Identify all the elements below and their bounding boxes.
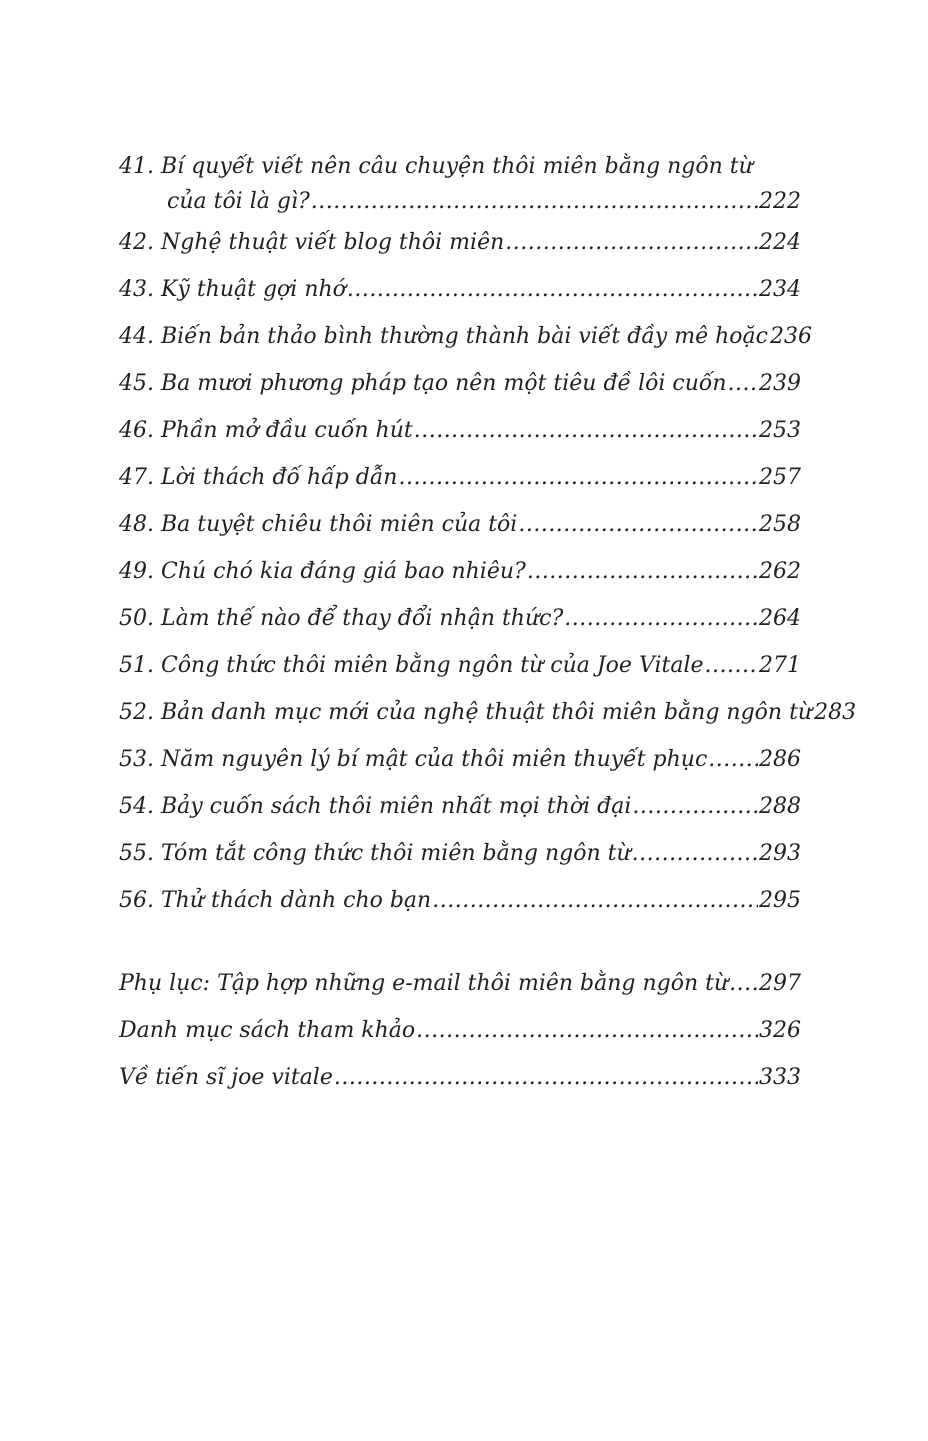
- toc-entry-55: [119, 830, 801, 877]
- toc-entry-page: 333: [759, 1065, 801, 1090]
- toc-entry-page: 257: [759, 465, 801, 490]
- toc-entry-50: [119, 595, 801, 642]
- toc-entry-47: [119, 454, 801, 501]
- toc-entry-52: [119, 689, 857, 736]
- toc-entry-41-line1: [119, 149, 801, 185]
- toc-entry-page: 262: [759, 559, 801, 584]
- toc-entry-page: 326: [759, 1018, 801, 1043]
- dot-leader: [632, 783, 758, 830]
- table-of-contents: [119, 149, 857, 1101]
- toc-entry-page: 286: [759, 747, 801, 772]
- toc-entry-page: 239: [759, 371, 801, 396]
- dot-leader: [518, 501, 758, 548]
- toc-entry-title: 43. Kỹ thuật gợi nhớ: [119, 277, 346, 302]
- dot-leader: [729, 960, 758, 1007]
- toc-entry-page: 258: [759, 512, 801, 537]
- toc-entry-page: 234: [759, 277, 801, 302]
- toc-entry-41: [119, 185, 801, 219]
- toc-entry-page: 271: [759, 653, 801, 678]
- toc-entry-page: 295: [759, 888, 801, 913]
- toc-entry-45: [119, 360, 801, 407]
- toc-entry-42: [119, 219, 801, 266]
- toc-entry-title: 45. Ba mươi phương pháp tạo nên một tiêu đề lôi cuốn: [119, 371, 727, 396]
- toc-entry-title: 50. Làm thế nào để thay đổi nhận thức?: [119, 606, 564, 631]
- toc-entry-page: 288: [759, 794, 801, 819]
- dot-leader: [728, 360, 758, 407]
- toc-entry-page: 293: [759, 841, 801, 866]
- section-spacer: [119, 924, 801, 960]
- toc-entry-references: [119, 1007, 801, 1054]
- toc-entry-title: Phụ lục: Tập hợp những e-mail thôi miên bằng ngôn từ: [119, 971, 729, 996]
- toc-entry-48: [119, 501, 801, 548]
- dot-leader: [632, 830, 758, 877]
- toc-entry-title: 46. Phần mở đầu cuốn hút: [119, 418, 413, 443]
- toc-entry-page: 253: [759, 418, 801, 443]
- dot-leader: [347, 266, 758, 313]
- toc-entry-page: 283: [814, 700, 857, 725]
- toc-entry-56: [119, 877, 801, 924]
- toc-entry-page: 264: [759, 606, 801, 631]
- dot-leader: [432, 877, 758, 924]
- toc-entry-title: 53. Năm nguyên lý bí mật của thôi miên thuyết phục: [119, 747, 708, 772]
- toc-entry-title: 47. Lời thách đố hấp dẫn: [119, 465, 398, 490]
- toc-entry-appendix: [119, 960, 801, 1007]
- toc-entry-title: 52. Bản danh mục mới của nghệ thuật thôi miên bằng ngôn từ: [119, 700, 813, 725]
- toc-entry-54: [119, 783, 801, 830]
- dot-leader: [416, 1007, 758, 1054]
- toc-entry-title: 48. Ba tuyệt chiêu thôi miên của tôi: [119, 512, 518, 537]
- toc-entry-title: 55. Tóm tắt công thức thôi miên bằng ngôn từ: [119, 841, 631, 866]
- toc-entry-title: 56. Thử thách dành cho bạn: [119, 888, 432, 913]
- toc-entry-page: 222: [759, 189, 801, 214]
- toc-entry-44: [119, 313, 812, 360]
- toc-entry-title: 44. Biến bản thảo bình thường thành bài viết đầy mê hoặc: [119, 324, 768, 349]
- toc-entry-title: 41. Bí quyết viết nên câu chuyện thôi miên bằng ngôn từ: [119, 154, 753, 179]
- dot-leader: [414, 407, 758, 454]
- dot-leader: [311, 185, 758, 219]
- dot-leader: [708, 736, 758, 783]
- toc-entry-title: 49. Chú chó kia đáng giá bao nhiêu?: [119, 559, 526, 584]
- toc-entry-page: 224: [759, 230, 801, 255]
- toc-entry-49: [119, 548, 801, 595]
- toc-entry-43: [119, 266, 801, 313]
- toc-entry-title: Về tiến sĩ joe vitale: [119, 1065, 333, 1090]
- dot-leader: [564, 595, 758, 642]
- dot-leader: [527, 548, 758, 595]
- toc-entry-about-author: [119, 1054, 801, 1101]
- toc-entry-title: Danh mục sách tham khảo: [119, 1018, 416, 1043]
- toc-entry-51: [119, 642, 801, 689]
- dot-leader: [334, 1054, 758, 1101]
- toc-entry-title: 42. Nghệ thuật viết blog thôi miên: [119, 230, 505, 255]
- dot-leader: [705, 642, 759, 689]
- dot-leader: [505, 219, 758, 266]
- toc-entry-page: 236: [769, 324, 812, 349]
- toc-entry-53: [119, 736, 801, 783]
- toc-entry-title: của tôi là gì?: [167, 189, 310, 214]
- dot-leader: [398, 454, 758, 501]
- toc-entry-46: [119, 407, 801, 454]
- toc-entry-title: 54. Bảy cuốn sách thôi miên nhất mọi thời đại: [119, 794, 632, 819]
- toc-entry-page: 297: [759, 971, 801, 996]
- toc-entry-title: 51. Công thức thôi miên bằng ngôn từ của Joe Vitale: [119, 653, 704, 678]
